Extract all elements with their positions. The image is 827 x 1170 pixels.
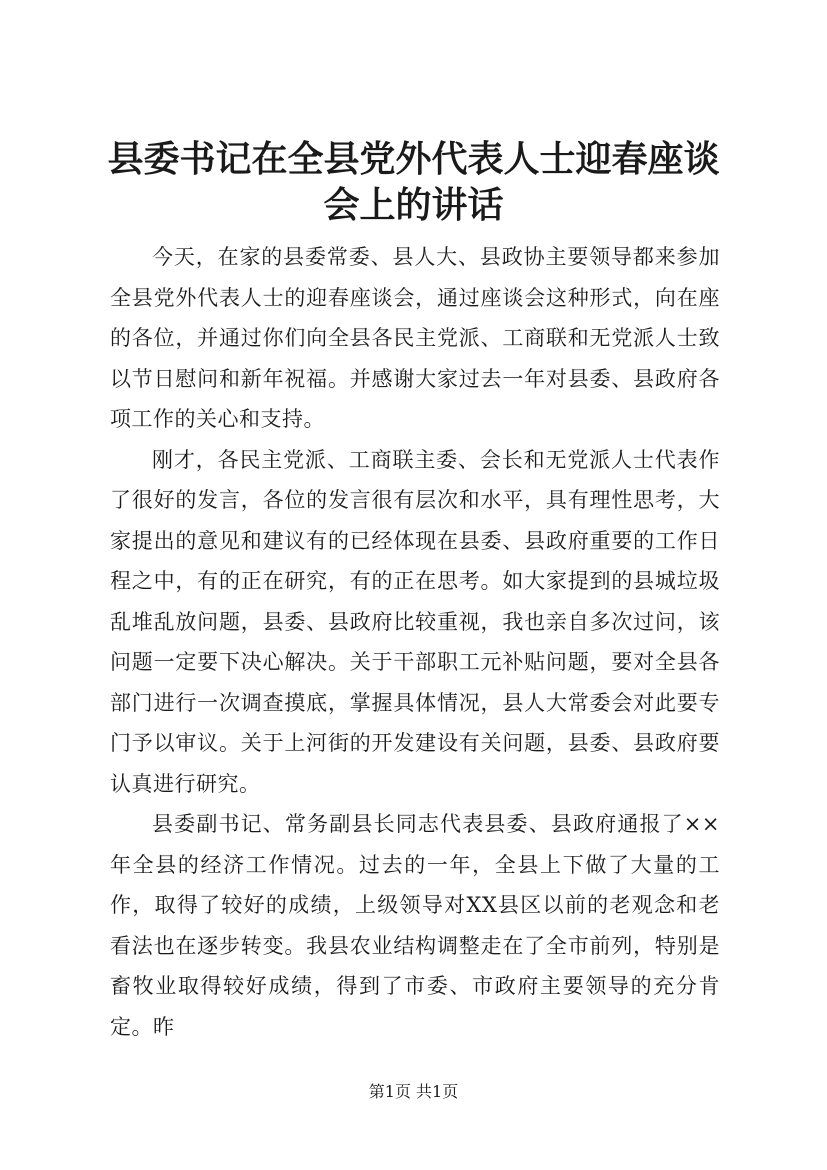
page-footer: 第1页 共1页 <box>368 1082 459 1101</box>
paragraph-1: 今天，在家的县委常委、县人大、县政协主要领导都来参加全县党外代表人士的迎春座谈会，通过座谈会这种形式，向在座的各位，并通过你们向全县各民主党派、工商联和无党派人士致以节日慰问和新年祝福。并感谢大家过去一年对县委、县政府各项工作的关心和支持。 <box>110 245 720 431</box>
paragraph-2: 刚才，各民主党派、工商联主委、会长和无党派人士代表作了很好的发言，各位的发言很有层次和水平，具有理性思考，大家提出的意见和建议有的已经体现在县委、县政府重要的工作日程之中，有的正在研究，有的正在思考。如大家提到的县城垃圾乱堆乱放问题，县委、县政府比较重视，我也亲自多次过问，该问题一定要下决心解决。关于干部职工元补贴问题，要对全县各部门进行一次调查摸底，掌握具体情况，县人大常委会对此要专门予以审议。关于上河街的开发建设有关问题，县委、县政府要认真进行研究。 <box>110 447 720 796</box>
paragraph-3: 县委副书记、常务副县长同志代表县委、县政府通报了××年全县的经济工作情况。过去的一年，全县上下做了大量的工作，取得了较好的成绩，上级领导对XX县区以前的老观念和老看法也在逐步转变。我县农业结构调整走在了全市前列，特别是畜牧业取得较好成绩，得到了市委、市政府主要领导的充分肯定。昨 <box>110 812 720 1039</box>
document-body <box>110 237 720 1047</box>
document-title: 县委书记在全县党外代表人士迎春座谈会上的讲话 <box>107 138 720 226</box>
